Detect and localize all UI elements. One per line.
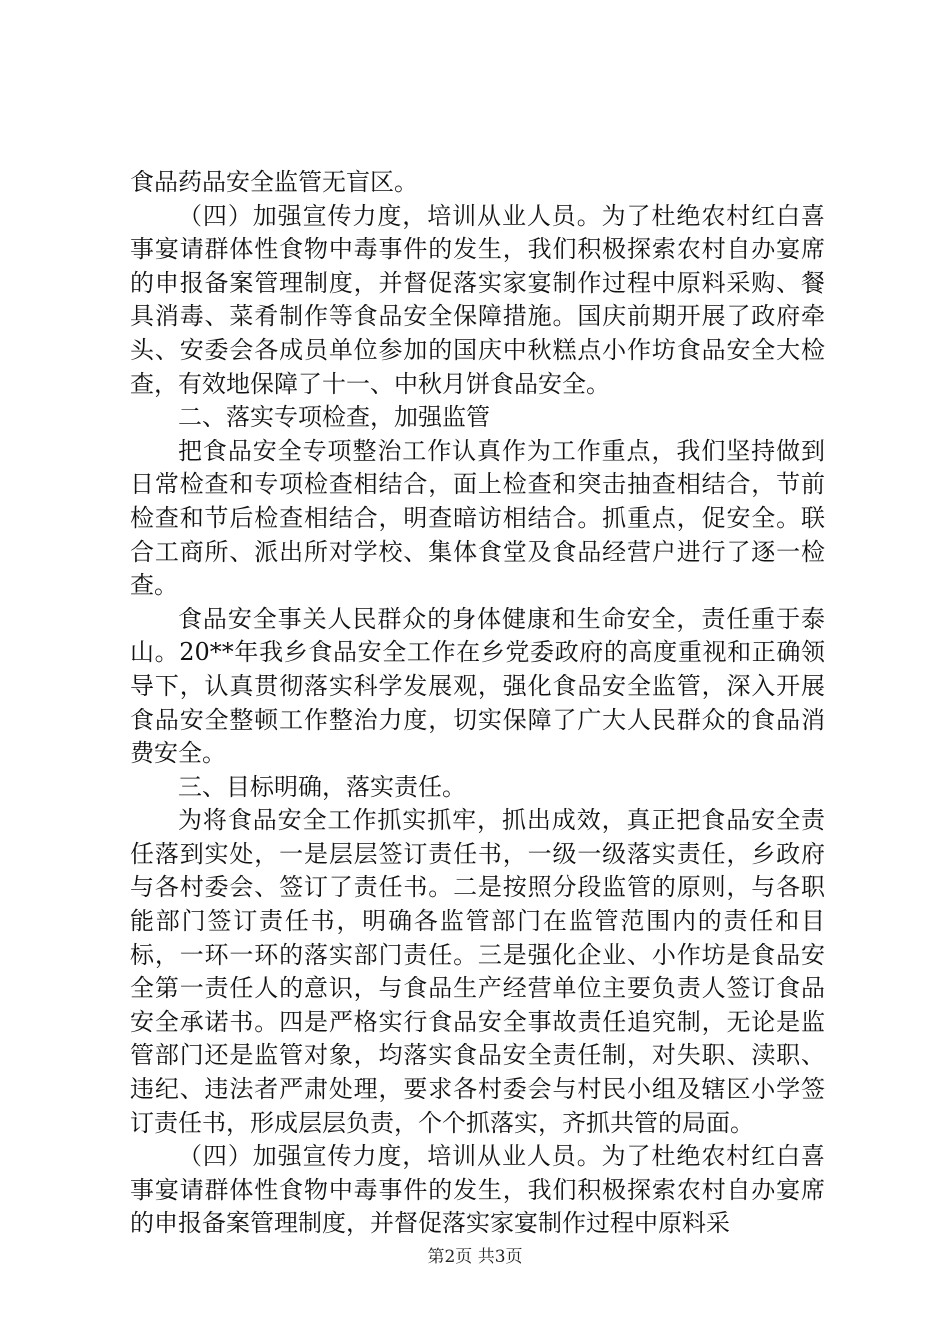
page-number-footer: 第2页 共3页 [427, 1247, 523, 1267]
section-heading-responsibility: 三、目标明确，落实责任。 [178, 772, 466, 801]
section-heading-special-inspection: 二、落实专项检查，加强监管 [178, 403, 490, 432]
paragraph-training-staff: （四）加强宣传力度，培训从业人员。为了杜绝农村红白喜事宴请群体性食物中毒事件的发生，我们积极探索农村自办宴席的申报备案管理制度，并督促落实家宴制作过程中原料采购、餐具消毒、菜肴制作等食品安全保障措施。国庆前期开展了政府牵头、安委会各成员单位参加的国庆中秋糕点小作坊食品安全大检查，有效地保障了十一、中秋月饼食品安全。 [130, 201, 825, 398]
paragraph-continuation: 食品药品安全监管无盲区。 [130, 168, 418, 196]
paragraph-responsibility: 为将食品安全工作抓实抓牢，抓出成效，真正把食品安全责任落到实处，一是层层签订责任书，一级一级落实责任，乡政府与各村委会、签订了责任书。二是按照分段监管的原则，与各职能部门签订责任书，明确各监管部门在监管范围内的责任和目标，一环一环的落实部门责任。三是强化企业、小作坊是食品安全第一责任人的意识，与食品生产经营单位主要负责人签订食品安全承诺书。四是严格实行食品安全事故责任追究制，无论是监管部门还是监管对象，均落实食品安全责任制，对失职、渎职、违纪、违法者严肃处理，要求各村委会与村民小组及辖区小学签订责任书，形成层层负责，个个抓落实，齐抓共管的局面。 [130, 806, 825, 1137]
document-body [130, 166, 825, 1241]
paragraph-special-inspection: 把食品安全专项整治工作认真作为工作重点，我们坚持做到日常检查和专项检查相结合，面上检查和突击抽查相结合，节前检查和节后检查相结合，明查暗访相结合。抓重点，促安全。联合工商所、派出所对学校、集体食堂及食品经营户进行了逐一检查。 [130, 436, 825, 600]
paragraph-training-staff-repeat: （四）加强宣传力度，培训从业人员。为了杜绝农村红白喜事宴请群体性食物中毒事件的发生，我们积极探索农村自办宴席的申报备案管理制度，并督促落实家宴制作过程中原料采 [130, 1142, 825, 1238]
paragraph-food-safety-summary: 食品安全事关人民群众的身体健康和生命安全，责任重于泰山。20**年我乡食品安全工作在乡党委政府的高度重视和正确领导下，认真贯彻落实科学发展观，强化食品安全监管，深入开展食品安全整顿工作整治力度，切实保障了广大人民群众的食品消费安全。 [130, 604, 825, 768]
